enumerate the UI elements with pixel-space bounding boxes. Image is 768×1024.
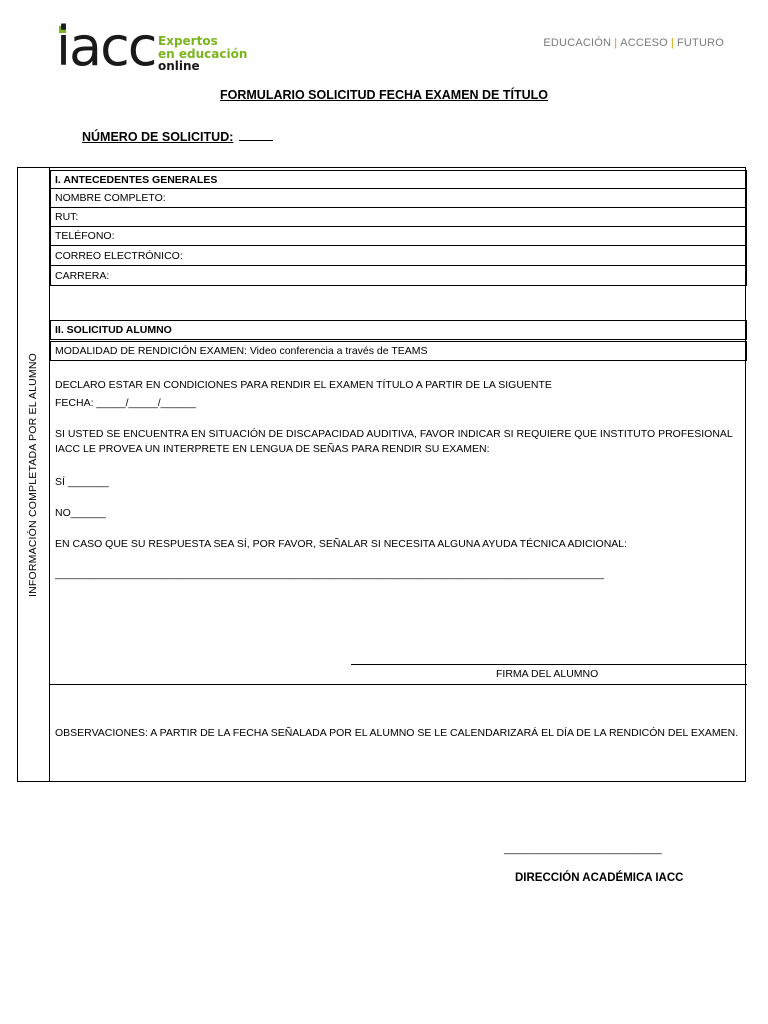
help-question: EN CASO QUE SU RESPUESTA SEA SÍ, POR FAVOR, SEÑALAR SI NECESITA ALGUNA AYUDA TÉCNICA ADICIONAL:: [55, 538, 628, 550]
side-column: [17, 167, 50, 782]
field-telefono[interactable]: TELÉFONO:: [50, 227, 747, 246]
section1-heading: I. ANTECEDENTES GENERALES: [50, 170, 747, 189]
field-correo[interactable]: CORREO ELECTRÓNICO:: [50, 246, 747, 266]
student-signature-label: FIRMA DEL ALUMNO: [496, 668, 599, 680]
tagline-separator: |: [614, 37, 618, 49]
logo-tagline: [158, 35, 247, 73]
tagline-word-1: EDUCACIÓN: [543, 37, 612, 49]
help-answer-line[interactable]: ______________________________________________________________________________________________: [55, 568, 604, 580]
request-number-blank[interactable]: [239, 130, 273, 141]
tagline-separator: |: [670, 37, 674, 49]
observations-divider: [50, 684, 747, 685]
disability-line-1: SI USTED SE ENCUENTRA EN SITUACIÓN DE DISCAPACIDAD AUDITIVA, FAVOR INDICAR SI REQUIERE QUE INSTITUTO PROFESIONAL: [55, 428, 733, 440]
document-title: FORMULARIO SOLICITUD FECHA EXAMEN DE TÍTULO: [220, 88, 548, 102]
student-signature-line[interactable]: [351, 664, 747, 665]
section2-heading: II. SOLICITUD ALUMNO: [50, 320, 747, 340]
iacc-logo: [56, 15, 256, 80]
declaration-line-1: DECLARO ESTAR EN CONDICIONES PARA RENDIR EL EXAMEN TÍTULO A PARTIR DE LA SIGUENTE: [55, 379, 552, 391]
answer-yes[interactable]: SÍ _______: [55, 476, 109, 488]
declaration-date-line[interactable]: FECHA: _____/_____/______: [55, 397, 196, 409]
logo-tagline-line-1: Expertos: [158, 34, 218, 48]
tagline-word-2: ACCESO: [620, 37, 668, 49]
modality-row: MODALIDAD DE RENDICIÓN EXAMEN: Video conferencia a través de TEAMS: [50, 341, 747, 361]
logo-tagline-line-3: online: [158, 59, 200, 73]
academic-signature-label: DIRECCIÓN ACADÉMICA IACC: [515, 872, 684, 884]
tagline-word-3: FUTURO: [676, 37, 724, 49]
logo-wordmark: iacc: [56, 15, 156, 78]
answer-no[interactable]: NO______: [55, 507, 106, 519]
observations-text: OBSERVACIONES: A PARTIR DE LA FECHA SEÑALADA POR EL ALUMNO SE LE CALENDARIZARÁ EL DÍA DE LA RENDICÓN DEL EXAMEN.: [55, 727, 739, 739]
side-label: INFORMACIÓN COMPLETADA POR EL ALUMNO: [27, 352, 39, 597]
field-nombre[interactable]: NOMBRE COMPLETO:: [50, 189, 747, 208]
field-carrera[interactable]: CARRERA:: [50, 266, 747, 286]
logo-tagline-line-2: en educación: [158, 46, 248, 61]
request-number-label: NÚMERO DE SOLICITUD:: [82, 130, 234, 144]
header-tagline: [543, 37, 724, 49]
academic-signature-line[interactable]: ___________________________: [504, 843, 662, 855]
field-rut[interactable]: RUT:: [50, 208, 747, 227]
request-number: [82, 130, 273, 144]
disability-line-2: IACC LE PROVEA UN INTERPRETE EN LENGUA DE SEÑAS PARA RENDIR SU EXAMEN:: [55, 443, 490, 455]
